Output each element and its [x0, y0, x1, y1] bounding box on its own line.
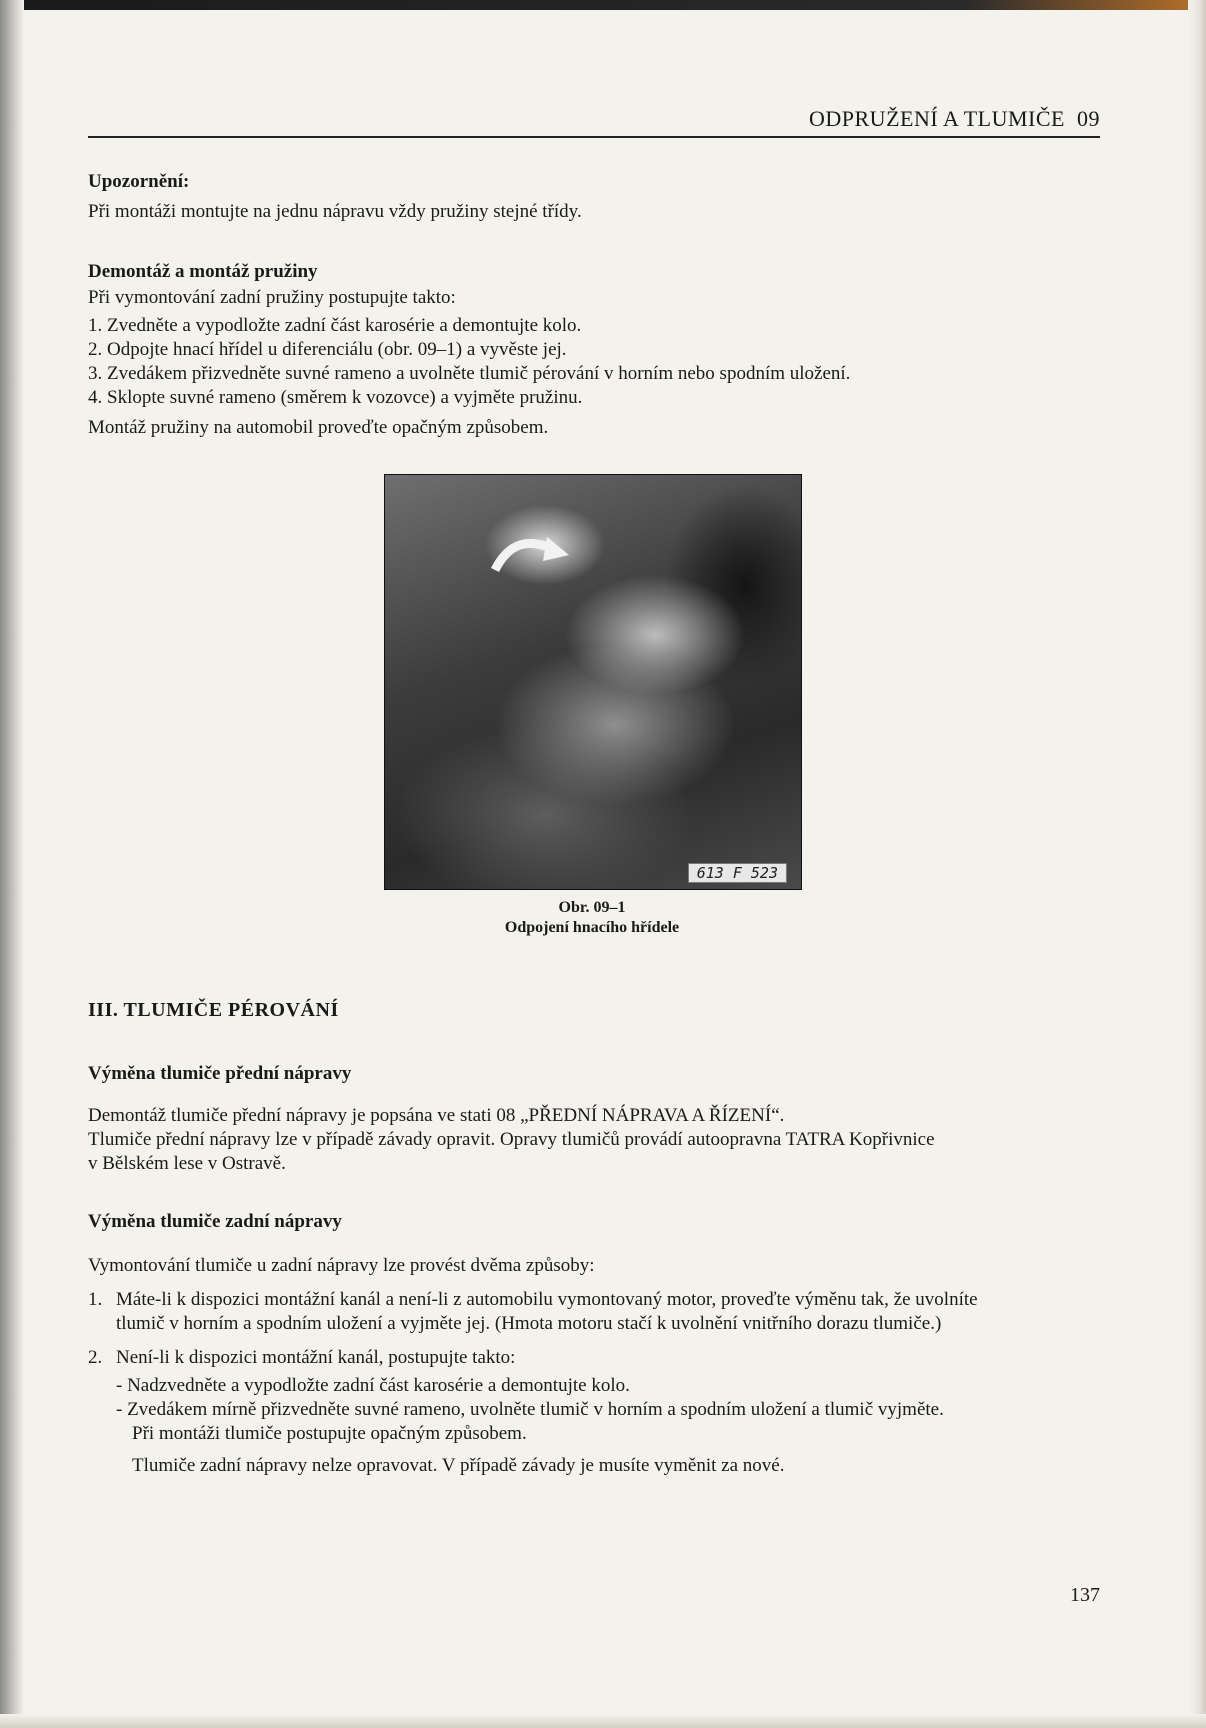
figure-caption	[384, 898, 800, 938]
rear-method-1-number: 1.	[88, 1289, 103, 1310]
rear-method-2-intro: Není-li k dispozici montážní kanál, postupujte takto:	[116, 1347, 516, 1368]
page-edge-right	[1188, 0, 1206, 1728]
front-line-2: Tlumiče přední nápravy lze v případě závady opravit. Opravy tlumičů provádí autoopravna TATRA Kopřivnice	[88, 1129, 935, 1150]
running-header	[88, 106, 1100, 138]
rear-method-1-line-2: tlumič v horním a spodním uložení a vyjměte jej. (Hmota motoru stačí k uvolnění vnitřního dorazu tlumiče.)	[116, 1313, 942, 1334]
rear-method-2	[88, 1346, 1100, 1478]
figure-code-label: 613 F 523	[688, 863, 787, 883]
front-line-1: Demontáž tlumiče přední nápravy je popsána ve stati 08 „PŘEDNÍ NÁPRAVA A ŘÍZENÍ“.	[88, 1105, 785, 1126]
page-edge-top	[0, 0, 1206, 10]
rear-method-2-dash-2: - Zvedákem mírně přizvedněte suvné rameno, uvolněte tlumič v horním a spodním uložení a tlumič vyjměte.	[116, 1399, 944, 1420]
front-heading: Výměna tlumiče přední nápravy	[88, 1063, 352, 1084]
front-line-3: v Bělském lese v Ostravě.	[88, 1153, 286, 1174]
spring-heading: Demontáž a montáž pružiny	[88, 261, 318, 282]
figure-caption-text: Odpojení hnacího hřídele	[504, 919, 680, 936]
chapter-title: ODPRUŽENÍ A TLUMIČE 09	[809, 106, 1100, 131]
rear-method-1	[88, 1288, 1100, 1336]
rear-method-2-dash-1: - Nadzvedněte a vypodložte zadní část karosérie a demontujte kolo.	[116, 1375, 630, 1396]
section-heading: III. TLUMIČE PÉROVÁNÍ	[88, 999, 339, 1021]
rear-method-2-line-3: Při montáži tlumiče postupujte opačným způsobem.	[132, 1423, 527, 1444]
figure-photo-drive-shaft	[384, 474, 802, 890]
spring-step: 2. Odpojte hnací hřídel u diferenciálu (obr. 09–1) a vyvěste jej.	[88, 339, 567, 360]
rear-heading: Výměna tlumiče zadní nápravy	[88, 1211, 342, 1232]
rear-method-2-line-4: Tlumiče zadní nápravy nelze opravovat. V případě závady je musíte vyměnit za nové.	[132, 1455, 785, 1476]
rear-methods-list	[88, 1288, 1100, 1478]
page-number: 137	[1070, 1584, 1100, 1606]
spring-step: 3. Zvedákem přizvedněte suvné rameno a uvolněte tlumič pérování v horním nebo spodním uložení.	[88, 363, 851, 384]
spring-closing: Montáž pružiny na automobil proveďte opačným způsobem.	[88, 417, 549, 438]
spring-steps	[88, 314, 1100, 410]
rear-method-1-line-1: Máte-li k dispozici montážní kanál a není-li z automobilu vymontovaný motor, proveďte výměnu tak, že uvolníte	[116, 1289, 978, 1310]
spring-step: 1. Zvedněte a vypodložte zadní část karosérie a demontujte kolo.	[88, 315, 582, 336]
spring-step: 4. Sklopte suvné rameno (směrem k vozovce) a vyjměte pružinu.	[88, 387, 583, 408]
curved-arrow-icon	[485, 525, 575, 585]
rear-method-2-number: 2.	[88, 1347, 103, 1368]
page-content-lower	[88, 998, 1100, 1478]
figure-caption-number: Obr. 09–1	[558, 899, 626, 916]
page-edge-bottom	[0, 1714, 1206, 1728]
page-edge-left	[0, 0, 24, 1728]
rear-intro: Vymontování tlumiče u zadní nápravy lze provést dvěma způsoby:	[88, 1255, 595, 1276]
spring-intro: Při vymontování zadní pružiny postupujte takto:	[88, 287, 456, 308]
warning-text: Při montáži montujte na jednu nápravu vždy pružiny stejné třídy.	[88, 201, 582, 222]
page-content	[88, 170, 1100, 440]
warning-heading: Upozornění:	[88, 171, 190, 192]
